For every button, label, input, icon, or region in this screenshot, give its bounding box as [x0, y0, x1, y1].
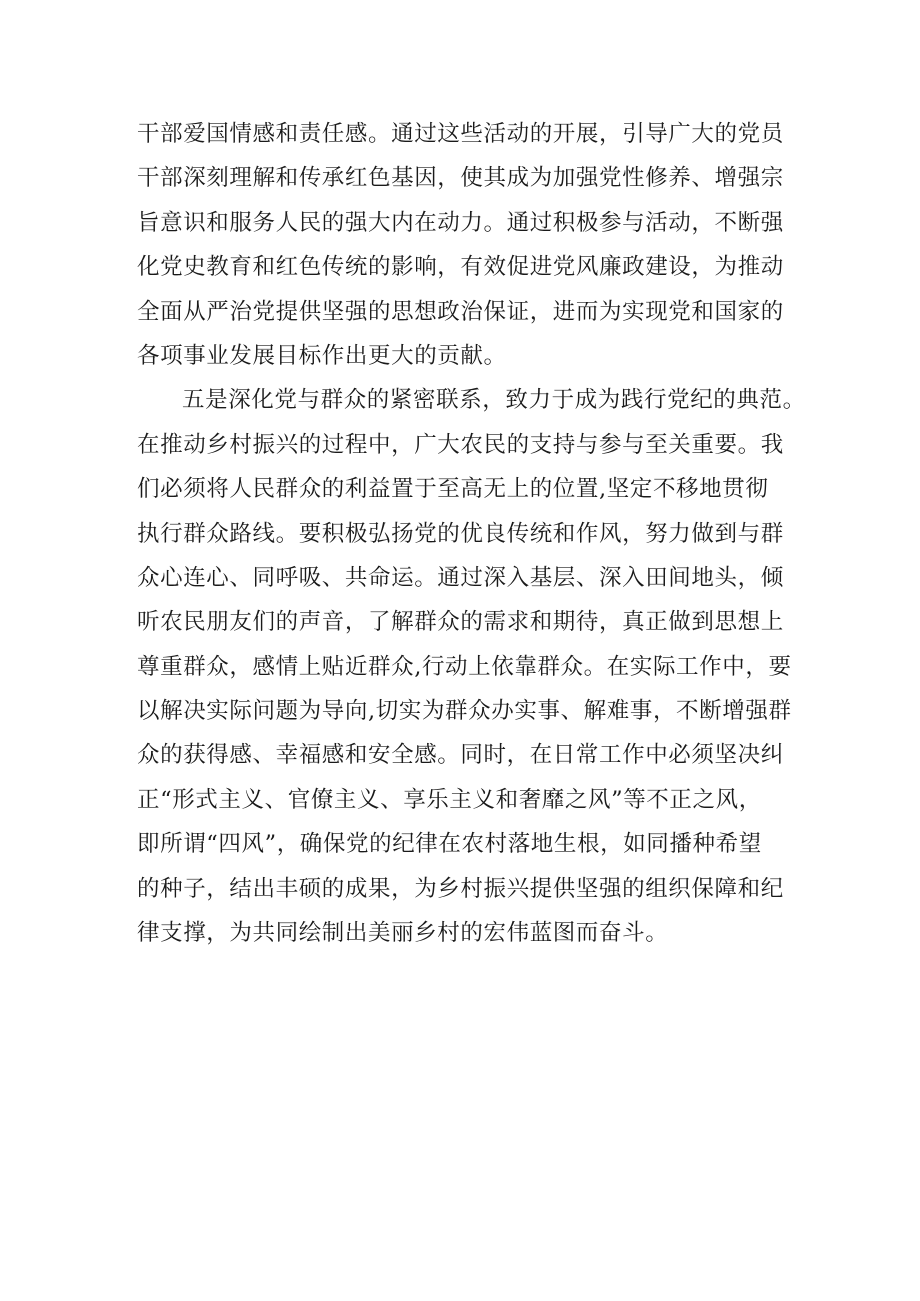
- text-line: 干部深刻理解和传承红色基因，使其成为加强党性修养、增强宗: [137, 165, 784, 192]
- text-line: 全面从严治党提供坚强的思想政治保证，进而为实现党和国家的: [137, 298, 784, 325]
- text-line: 尊重群众，感情上贴近群众,行动上依靠群众。在实际工作中，要: [137, 653, 792, 680]
- text-line: 的种子，结出丰硕的成果，为乡村振兴提供坚强的组织保障和纪: [137, 875, 784, 902]
- paragraph-start-line: 五是深化党与群众的紧密联系，致力于成为践行党纪的典范。: [182, 387, 806, 414]
- text-line: 各项事业发展目标作出更大的贡献。: [137, 342, 507, 369]
- text-line: 执行群众路线。要积极弘扬党的优良传统和作风，努力做到与群: [137, 520, 784, 547]
- text-line: 听农民朋友们的声音，了解群众的需求和期待，真正做到思想上: [137, 609, 784, 636]
- text-line: 在推动乡村振兴的过程中，广大农民的支持与参与至关重要。我: [137, 431, 784, 458]
- text-line: 律支撑，为共同绘制出美丽乡村的宏伟蓝图而奋斗。: [137, 920, 669, 947]
- text-line: 众的获得感、幸福感和安全感。同时，在日常工作中必须坚决纠: [137, 742, 784, 769]
- text-line: 正“形式主义、官僚主义、享乐主义和奢靡之风”等不正之风，: [137, 786, 762, 813]
- text-line: 化党史教育和红色传统的影响，有效促进党风廉政建设，为推动: [137, 254, 784, 281]
- text-line: 们必须将人民群众的利益置于至高无上的位置,坚定不移地贯彻: [137, 476, 769, 503]
- body-text: [137, 112, 817, 955]
- text-line: 旨意识和服务人民的强大内在动力。通过积极参与活动，不断强: [137, 209, 784, 236]
- text-line: 以解决实际问题为导向,切实为群众办实事、解难事，不断增强群: [137, 698, 792, 725]
- text-line: 干部爱国情感和责任感。通过这些活动的开展，引导广大的党员: [137, 121, 784, 147]
- text-line: 众心连心、同呼吸、共命运。通过深入基层、深入田间地头，倾: [137, 564, 784, 591]
- text-line: 即所谓“四风”，确保党的纪律在农村落地生根，如同播种希望: [137, 831, 762, 858]
